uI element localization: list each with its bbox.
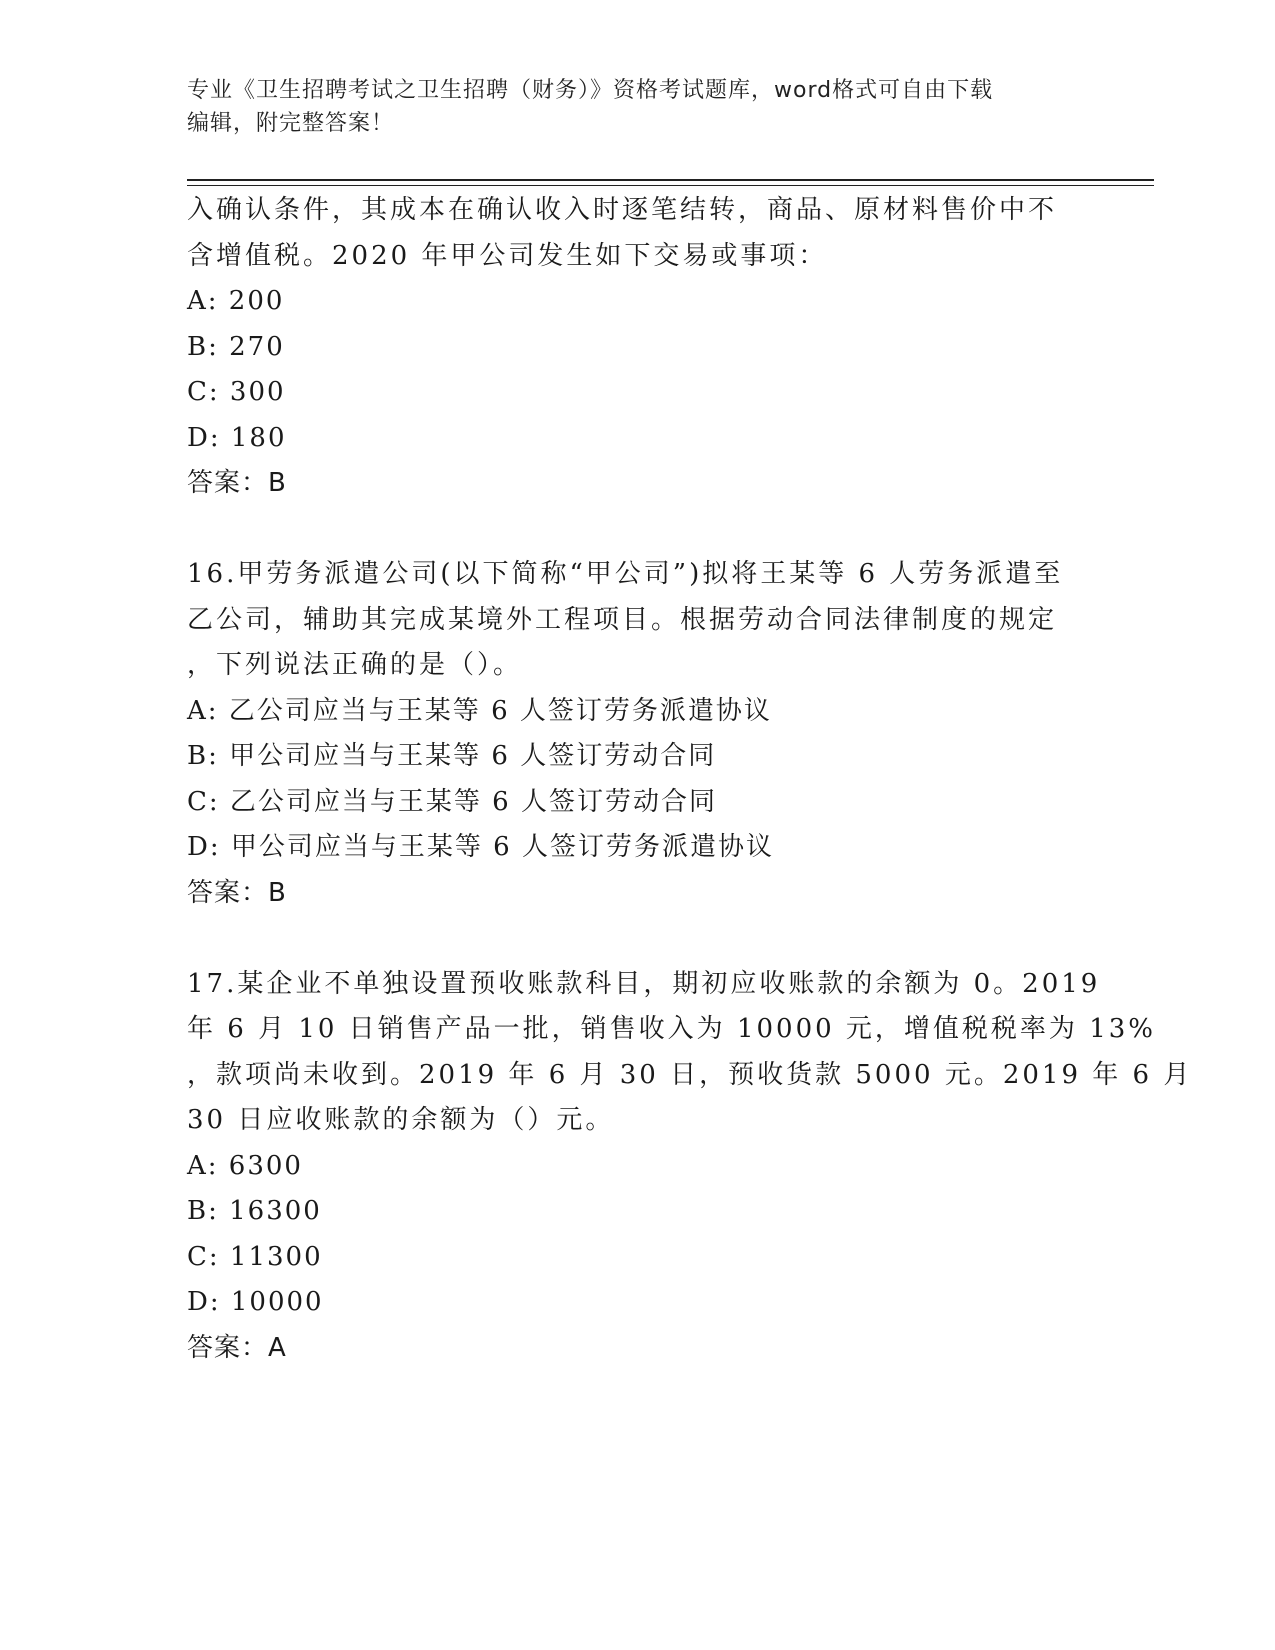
question-text-line: 入确认条件，其成本在确认收入时逐笔结转，商品、原材料售价中不: [187, 195, 1058, 225]
header-rule-thin: [187, 185, 1154, 186]
option-d: D: 10000: [187, 1287, 324, 1317]
option-b: B: 270: [187, 331, 285, 362]
question-text-line: 16.甲劳务派遣公司(以下简称“甲公司”)拟将王某等 6 人劳务派遣至: [187, 559, 1064, 589]
option-c: C: 11300: [187, 1241, 323, 1272]
question-continuation: [187, 188, 1087, 507]
header-line-2: 编辑，附完整答案！: [187, 111, 395, 136]
question-17: [187, 962, 1193, 1372]
header-rule-thick: [187, 179, 1154, 181]
option-c: C: 300: [187, 377, 286, 407]
answer-line: 答案：B: [187, 468, 287, 498]
option-d: D: 180: [187, 422, 287, 453]
question-text-line: 含增值税。2020 年甲公司发生如下交易或事项：: [187, 240, 828, 271]
spacer: [187, 916, 1087, 962]
option-c: C: 乙公司应当与王某等 6 人签订劳动合同: [187, 786, 717, 817]
option-b: B: 16300: [187, 1196, 322, 1226]
answer-line: 答案：A: [187, 1332, 287, 1363]
page-header: [187, 74, 1087, 140]
header-line-1: 专业《卫生招聘考试之卫生招聘（财务）》资格考试题库，word格式可自由下载: [187, 78, 994, 103]
option-a: A: 乙公司应当与王某等 6 人签订劳务派遣协议: [187, 695, 772, 726]
question-text-line: ，下列说法正确的是（）。: [187, 650, 523, 680]
question-text-line: 年 6 月 10 日销售产品一批，销售收入为 10000 元，增值税税率为 13%: [187, 1014, 1156, 1044]
question-content: [187, 188, 1193, 1371]
option-a: A: 200: [187, 286, 285, 316]
question-16: [187, 552, 1087, 916]
option-a: A: 6300: [187, 1150, 303, 1181]
question-text-line: 乙公司，辅助其完成某境外工程项目。根据劳动合同法律制度的规定: [187, 604, 1058, 635]
question-text-line: 30 日应收账款的余额为（）元。: [187, 1105, 615, 1135]
answer-line: 答案：B: [187, 877, 287, 908]
option-d: D: 甲公司应当与王某等 6 人签订劳务派遣协议: [187, 832, 774, 862]
spacer: [187, 507, 1087, 553]
option-b: B: 甲公司应当与王某等 6 人签订劳动合同: [187, 741, 717, 771]
question-text-line: 17.某企业不单独设置预收账款科目，期初应收账款的余额为 0。2019: [187, 968, 1101, 999]
question-text-line: ，款项尚未收到。2019 年 6 月 30 日，预收货款 5000 元。2019 年 6 月: [187, 1059, 1193, 1090]
